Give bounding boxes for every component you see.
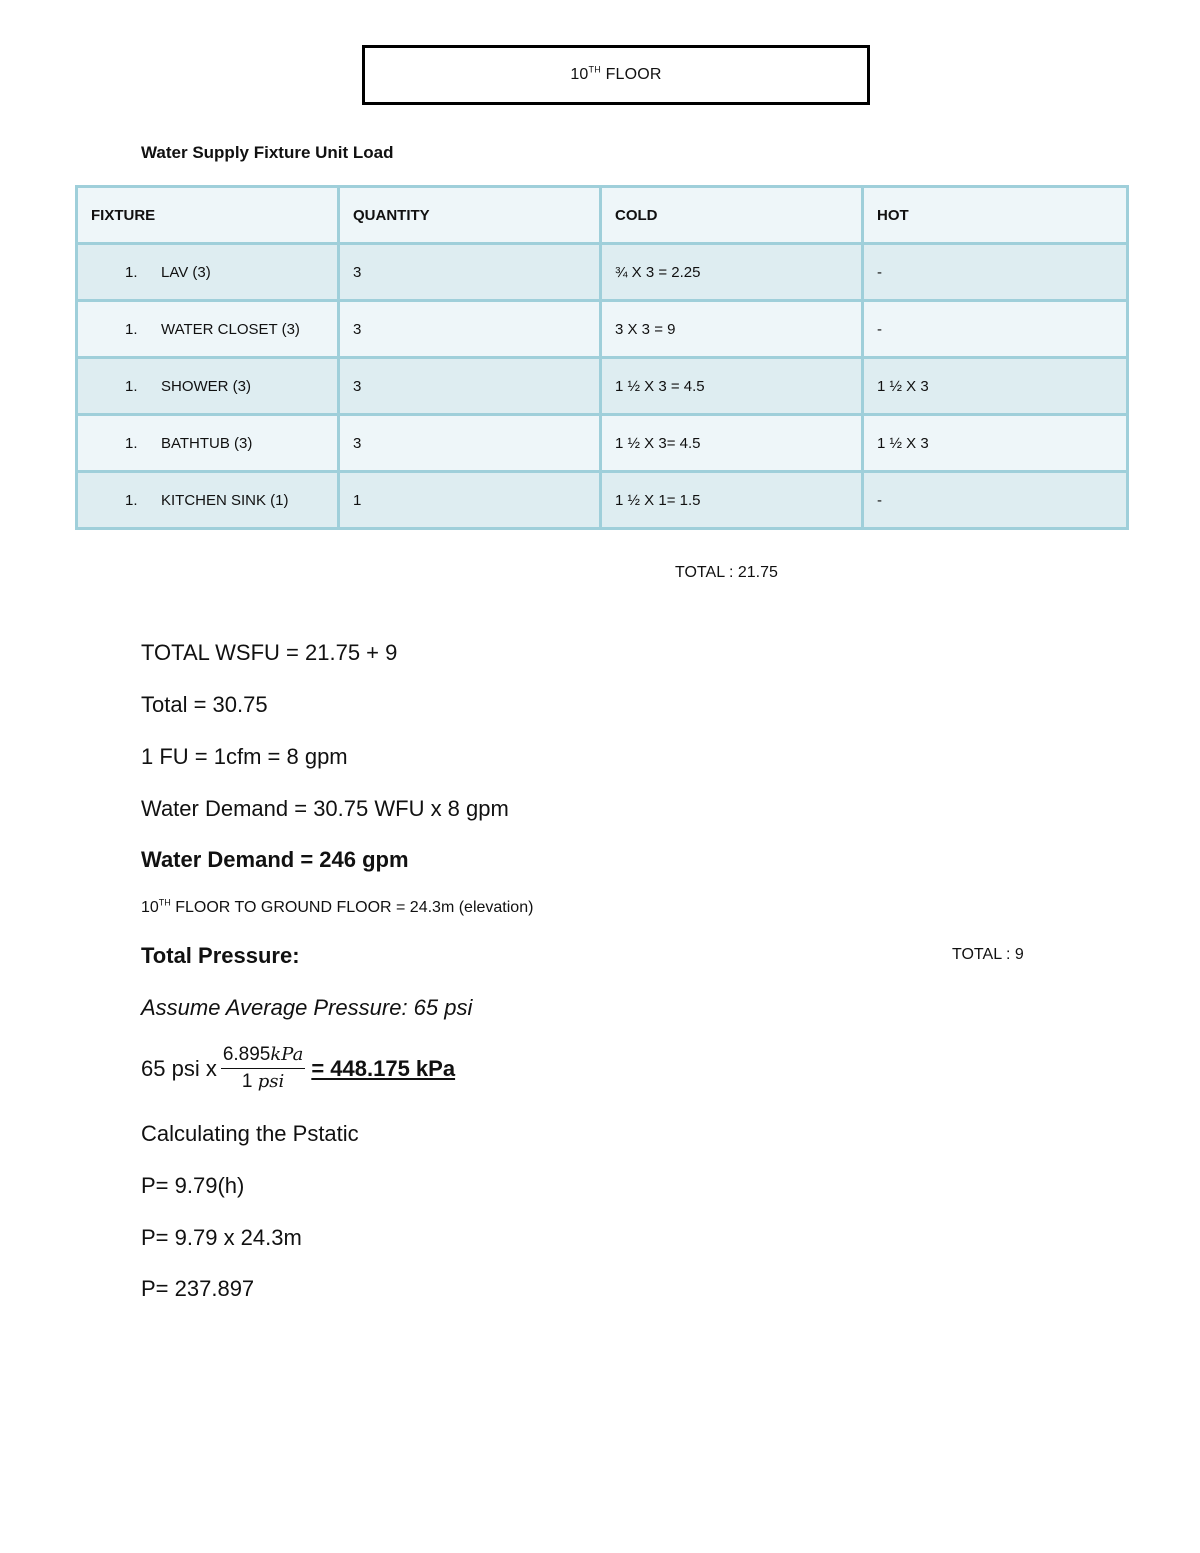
table-row <box>77 472 1128 529</box>
cold-cell: 1 ½ X 3 = 4.5 <box>601 358 863 415</box>
floor-title: 10TH FLOOR <box>570 64 662 83</box>
total-line: Total = 30.75 <box>141 692 268 717</box>
cold-cell: 1 ½ X 3= 4.5 <box>601 415 863 472</box>
conversion-lhs: 65 psi x <box>141 1055 217 1081</box>
table-row <box>77 244 1128 301</box>
fixture-cell <box>77 415 339 472</box>
conversion-fraction <box>221 1043 306 1094</box>
column-header-cold: COLD <box>601 187 863 244</box>
cold-cell: ¾ X 3 = 2.25 <box>601 244 863 301</box>
floor-title-box <box>362 45 870 105</box>
quantity-cell: 1 <box>339 472 601 529</box>
elevation-line: 10TH FLOOR TO GROUND FLOOR = 24.3m (elevation) <box>141 897 534 916</box>
fraction-numerator: 6.895kPa <box>221 1043 306 1069</box>
p-formula-line: P= 9.79(h) <box>141 1173 245 1198</box>
fixture-cell <box>77 472 339 529</box>
hot-cell: - <box>863 472 1128 529</box>
fixture-cell <box>77 301 339 358</box>
quantity-cell: 3 <box>339 415 601 472</box>
table-header-row <box>77 187 1128 244</box>
assume-pressure-line: Assume Average Pressure: 65 psi <box>141 995 473 1020</box>
column-header-hot: HOT <box>863 187 1128 244</box>
total-hot-label: TOTAL : 9 <box>952 946 1024 963</box>
fixture-name: WATER CLOSET (3) <box>161 320 300 338</box>
p-substituted-line: P= 9.79 x 24.3m <box>141 1225 302 1250</box>
column-header-fixture: FIXTURE <box>77 187 339 244</box>
total-pressure-heading: Total Pressure: <box>141 943 300 968</box>
fixture-name: BATHTUB (3) <box>161 434 253 452</box>
table-row <box>77 301 1128 358</box>
conversion-result: = 448.175 kPa <box>311 1055 456 1081</box>
table-row <box>77 358 1128 415</box>
fraction-denominator: 1 psi <box>241 1071 285 1092</box>
quantity-cell: 3 <box>339 358 601 415</box>
fu-conversion-line: 1 FU = 1cfm = 8 gpm <box>141 744 348 769</box>
column-header-quantity: QUANTITY <box>339 187 601 244</box>
fixture-name: KITCHEN SINK (1) <box>161 491 289 509</box>
section-heading: Water Supply Fixture Unit Load <box>141 143 394 162</box>
total-wsfu-line: TOTAL WSFU = 21.75 + 9 <box>141 640 398 665</box>
list-number: 1. <box>125 434 138 452</box>
table-row <box>77 415 1128 472</box>
fixture-cell <box>77 358 339 415</box>
total-cold-label: TOTAL : 21.75 <box>675 564 778 581</box>
cold-cell: 3 X 3 = 9 <box>601 301 863 358</box>
pressure-conversion-line <box>141 1043 455 1094</box>
hot-cell: 1 ½ X 3 <box>863 415 1128 472</box>
list-number: 1. <box>125 320 138 338</box>
p-result-line: P= 237.897 <box>141 1276 255 1301</box>
list-number: 1. <box>125 263 138 281</box>
water-demand-result: Water Demand = 246 gpm <box>141 847 409 872</box>
list-number: 1. <box>125 491 138 509</box>
pstatic-heading: Calculating the Pstatic <box>141 1121 359 1146</box>
hot-cell: - <box>863 301 1128 358</box>
fixture-unit-table <box>75 185 1129 530</box>
cold-cell: 1 ½ X 1= 1.5 <box>601 472 863 529</box>
hot-cell: 1 ½ X 3 <box>863 358 1128 415</box>
list-number: 1. <box>125 377 138 395</box>
fixture-cell <box>77 244 339 301</box>
water-demand-formula: Water Demand = 30.75 WFU x 8 gpm <box>141 796 509 821</box>
fixture-name: SHOWER (3) <box>161 377 251 395</box>
fixture-name: LAV (3) <box>161 263 211 281</box>
quantity-cell: 3 <box>339 244 601 301</box>
quantity-cell: 3 <box>339 301 601 358</box>
hot-cell: - <box>863 244 1128 301</box>
